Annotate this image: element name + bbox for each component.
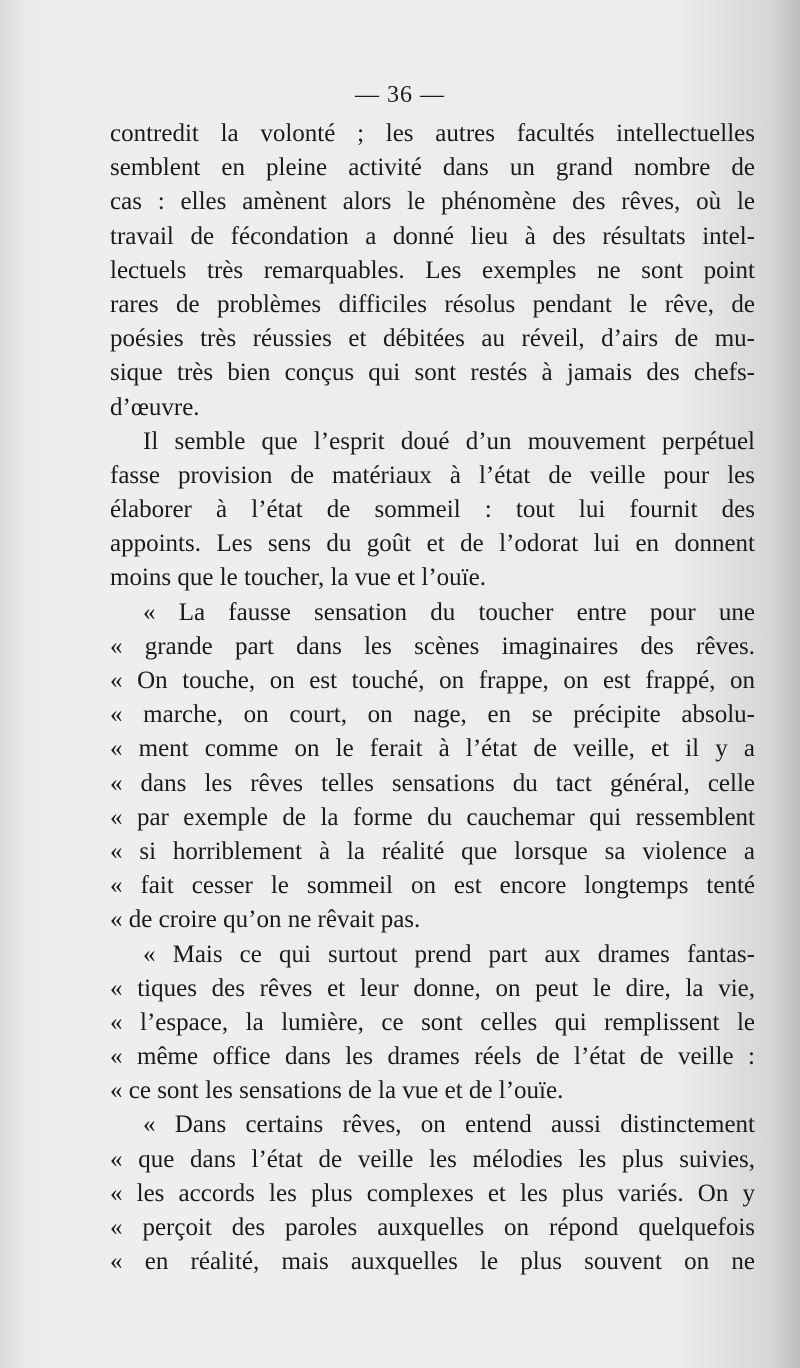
text-line: élaborer à l’état de sommeil : tout lui fournit des — [110, 496, 755, 524]
body-text — [110, 117, 755, 1279]
quote-line: « si horriblement à la réalité que lorsque sa violence a — [110, 837, 755, 865]
text-line: poésies très réussies et débitées au réveil, d’airs de mu- — [110, 325, 755, 353]
quote-line: « ment comme on le ferait à l’état de veille, et il y a — [110, 735, 755, 763]
text-line: Il semble que l’esprit doué d’un mouvement perpétuel — [143, 427, 755, 455]
text-line: lectuels très remarquables. Les exemples ne sont point — [110, 256, 755, 284]
text-line: rares de problèmes difficiles résolus pendant le rêve, de — [110, 290, 755, 318]
page-number: — 36 — — [355, 82, 445, 108]
quote-line: « marche, on court, on nage, en se précipite absolu- — [110, 701, 755, 729]
quote-line: « en réalité, mais auxquelles le plus souvent on ne — [110, 1248, 755, 1276]
quote-line: « dans les rêves telles sensations du tact général, celle — [110, 769, 755, 797]
text-line: moins que le toucher, la vue et l’ouïe. — [110, 564, 486, 592]
quote-line: « Mais ce qui surtout prend part aux drames fantas- — [143, 940, 755, 968]
quote-line: « grande part dans les scènes imaginaires des rêves. — [110, 632, 755, 660]
text-line: contredit la volonté ; les autres facultés intellectuelles — [110, 120, 755, 147]
text-line: d’œuvre. — [110, 393, 200, 421]
quote-line: « tiques des rêves et leur donne, on peut le dire, la vie, — [110, 974, 755, 1002]
quote-line: « les accords les plus complexes et les plus variés. On y — [110, 1179, 755, 1207]
quote-line: « de croire qu’on ne rêvait pas. — [110, 906, 421, 934]
quote-line: « Dans certains rêves, on entend aussi distinctement — [143, 1111, 755, 1139]
quote-line: « par exemple de la forme du cauchemar qui ressemblent — [110, 803, 755, 831]
quote-line: « même office dans les drames réels de l’état de veille : — [110, 1043, 755, 1071]
quote-line: « perçoit des paroles auxquelles on répond quelquefois — [110, 1214, 755, 1241]
text-line: appoints. Les sens du goût et de l’odorat lui en donnent — [110, 530, 755, 558]
text-line: fasse provision de matériaux à l’état de veille pour les — [110, 461, 755, 489]
quote-line: « ce sont les sensations de la vue et de l’ouïe. — [110, 1077, 564, 1105]
text-line: cas : elles amènent alors le phénomène des rêves, où le — [110, 188, 755, 216]
text-line: sique très bien conçus qui sont restés à jamais des chefs- — [110, 359, 755, 387]
quote-line: « fait cesser le sommeil on est encore longtemps tenté — [110, 872, 755, 900]
quote-line: « que dans l’état de veille les mélodies les plus suivies, — [110, 1145, 755, 1173]
text-line: semblent en pleine activité dans un grand nombre de — [110, 154, 755, 182]
text-line: travail de fécondation a donné lieu à des résultats intel- — [110, 222, 755, 250]
quote-line: « On touche, on est touché, on frappe, on est frappé, on — [110, 667, 755, 694]
quote-line: « l’espace, la lumière, ce sont celles qui remplissent le — [110, 1008, 755, 1036]
quote-line: « La fausse sensation du toucher entre pour une — [143, 598, 755, 626]
